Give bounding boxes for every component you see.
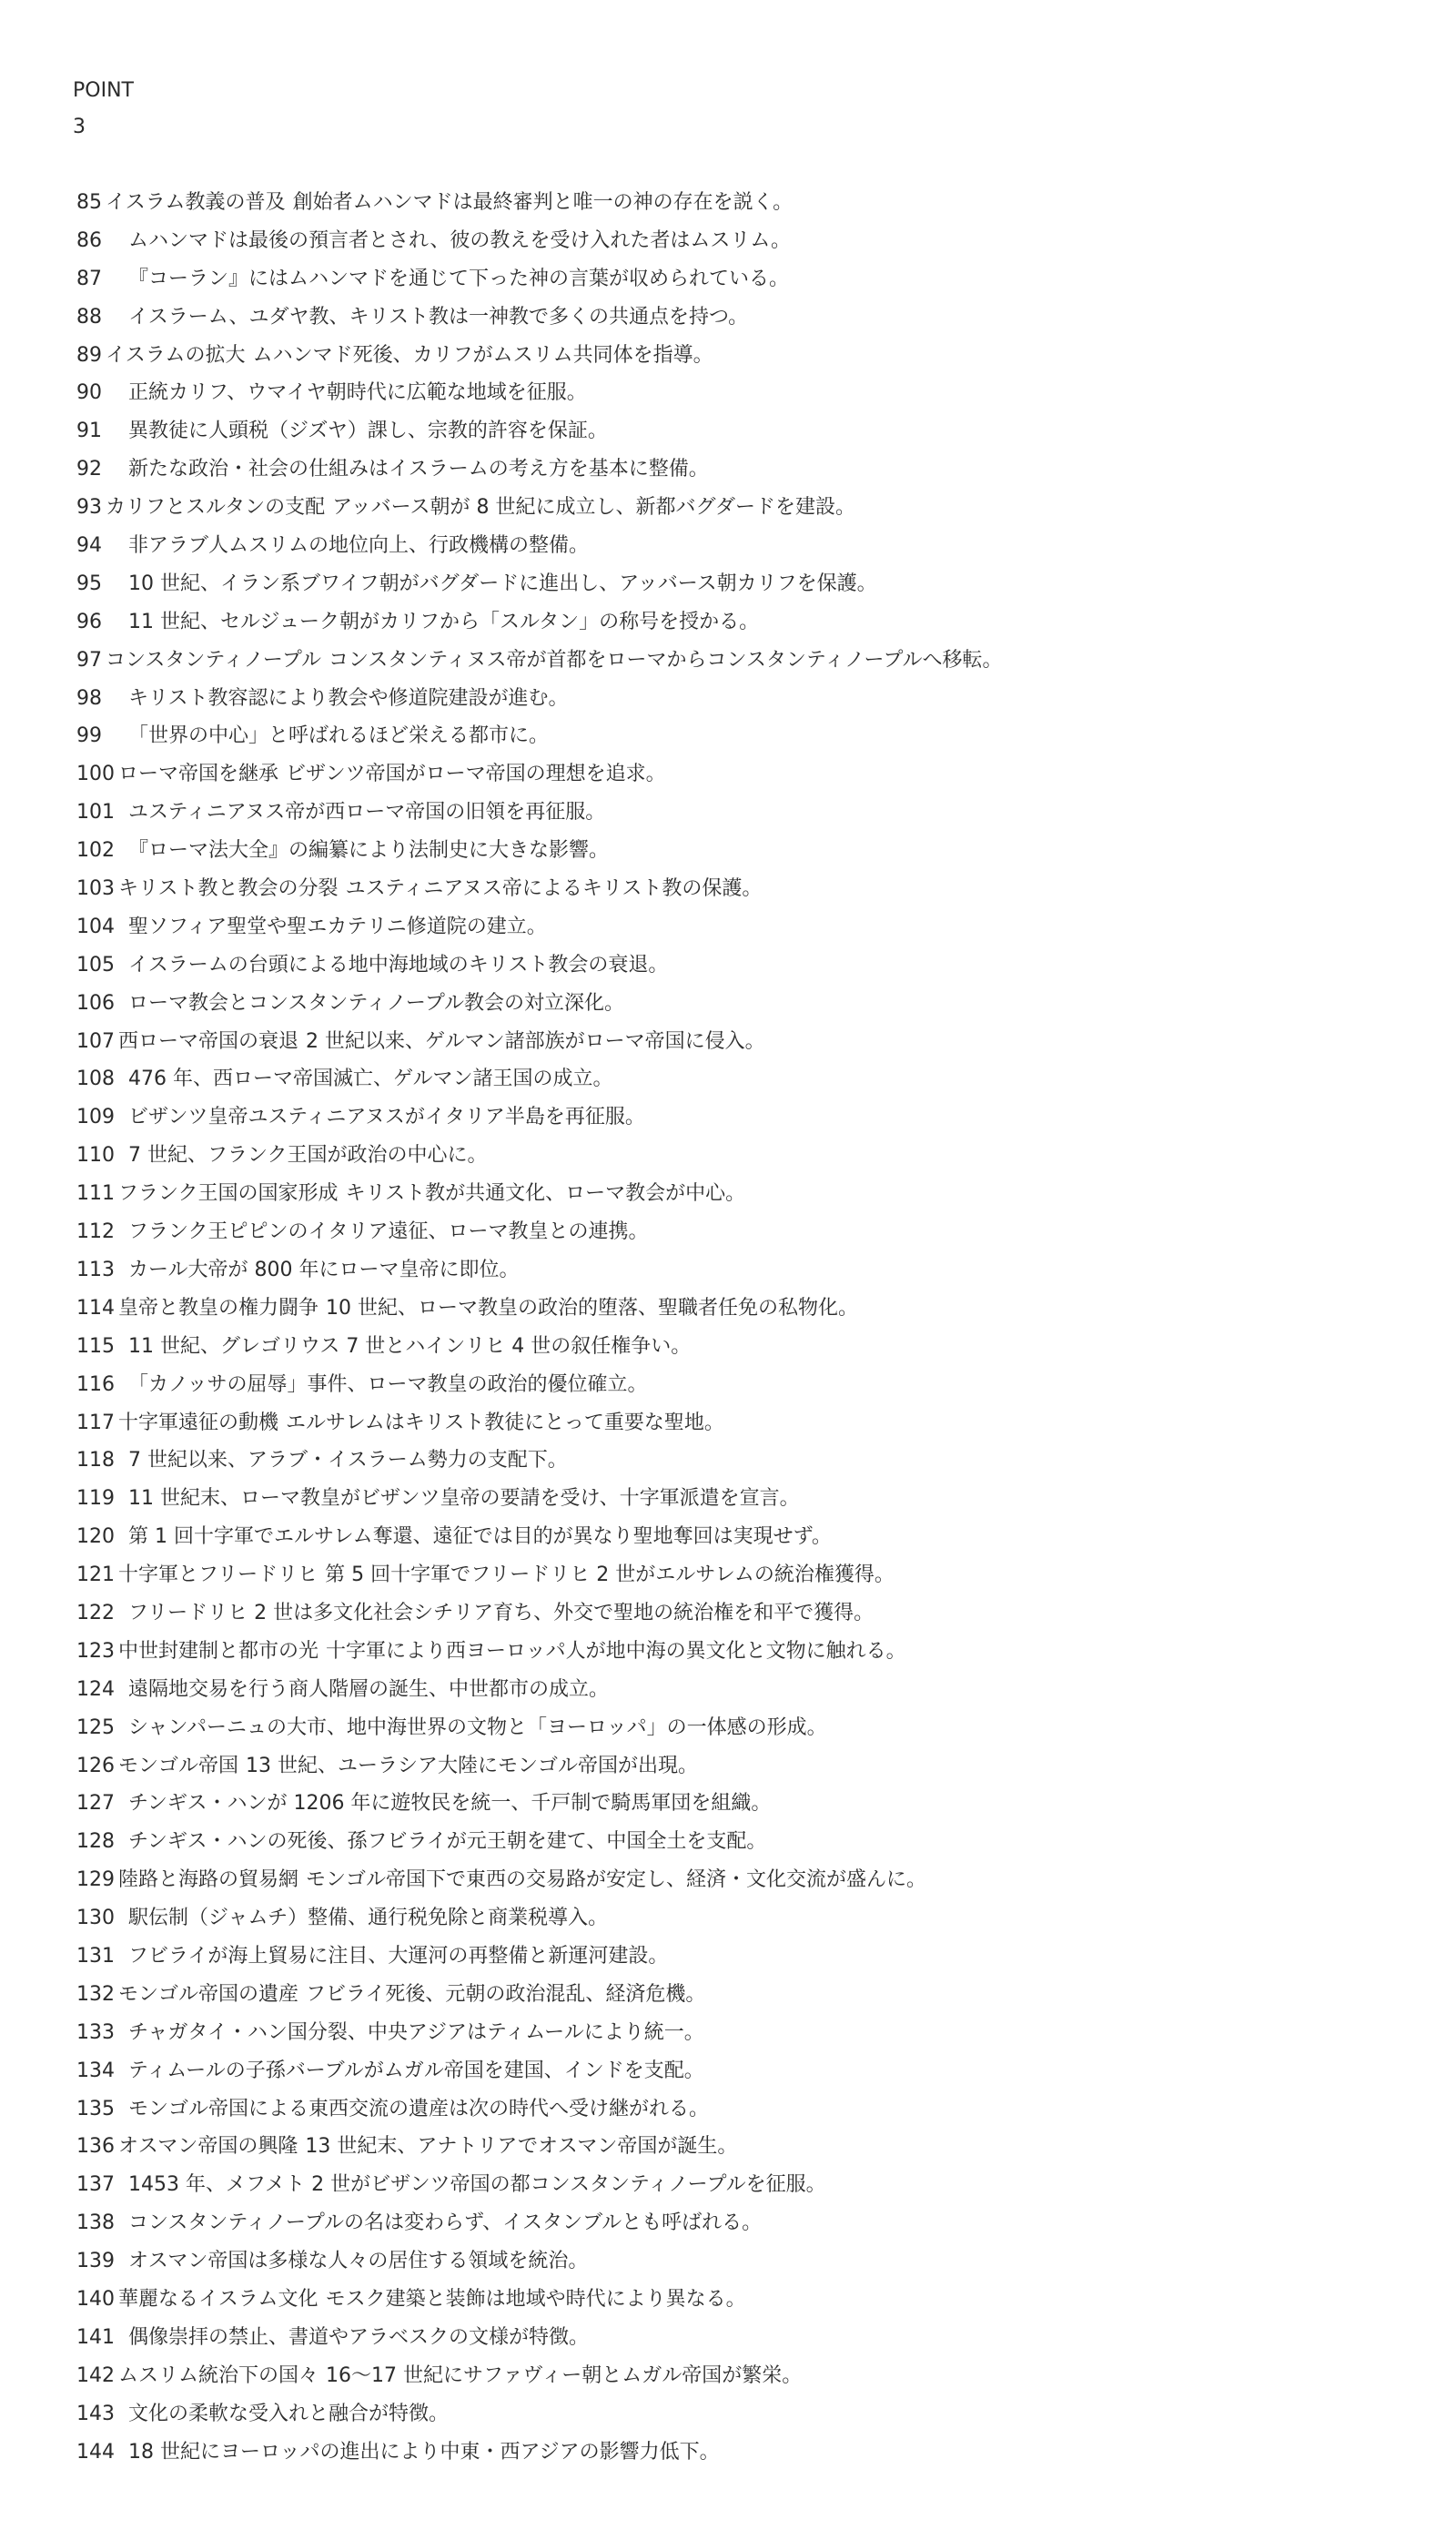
list-item	[76, 2090, 1423, 2129]
item-topic: モンゴル帝国の遺産	[118, 1982, 299, 2006]
item-text: 聖ソフィア聖堂や聖エカテリニ修道院の建立。	[128, 915, 547, 938]
item-number: 96	[76, 610, 102, 633]
list-item	[76, 527, 1423, 565]
list-item	[76, 1290, 1423, 1328]
list-item	[76, 1175, 1423, 1213]
item-text: ムハンマドは最後の預言者とされ、彼の教えを受け入れた者はムスリム。	[128, 228, 791, 252]
item-text: 偶像崇拝の禁止、書道やアラベスクの文様が特徴。	[128, 2325, 590, 2349]
item-number: 98	[76, 686, 102, 710]
item-number: 90	[76, 381, 102, 405]
list-item	[76, 2281, 1423, 2319]
item-topic: 華麗なるイスラム文化	[118, 2287, 318, 2311]
item-number: 99	[76, 724, 102, 748]
list-item	[76, 2242, 1423, 2281]
item-number: 87	[76, 267, 102, 290]
item-number: 101	[76, 801, 115, 825]
list-item	[76, 603, 1423, 642]
item-text: 非アラブ人ムスリムの地位向上、行政機構の整備。	[128, 534, 590, 558]
item-text: コンスタンティノープルの名は変わらず、イスタンブルとも呼ばれる。	[128, 2211, 763, 2235]
item-text: 16〜17 世紀にサファヴィー朝とムガル帝国が繁栄。	[326, 2363, 803, 2387]
item-text: 『コーラン』にはムハンマドを通じて下った神の言葉が収められている。	[128, 267, 790, 290]
item-topic: ローマ帝国を継承	[118, 763, 279, 786]
item-number: 95	[76, 572, 102, 595]
item-number: 85	[76, 191, 102, 214]
list-item	[76, 1518, 1423, 1556]
item-text: 10 世紀、イラン系ブワイフ朝がバグダードに進出し、アッバース朝カリフを保護。	[128, 572, 877, 595]
item-text: 18 世紀にヨーロッパの進出により中東・西アジアの影響力低下。	[128, 2440, 720, 2464]
list-item	[76, 1594, 1423, 1633]
item-number: 121	[76, 1563, 115, 1587]
list-item	[76, 1404, 1423, 1442]
item-number: 142	[76, 2363, 115, 2387]
item-number: 132	[76, 1982, 115, 2006]
list-item	[76, 1938, 1423, 1976]
list-item	[76, 1137, 1423, 1175]
item-number: 138	[76, 2211, 115, 2235]
item-text: 異教徒に人頭税（ジズヤ）課し、宗教的許容を保証。	[128, 420, 608, 443]
list-item	[76, 374, 1423, 412]
item-number: 137	[76, 2173, 115, 2197]
list-item	[76, 565, 1423, 603]
list-item	[76, 1480, 1423, 1518]
list-item	[76, 1785, 1423, 1823]
list-item	[76, 1671, 1423, 1709]
item-number: 126	[76, 1754, 115, 1777]
item-text: ユスティニアヌス帝が西ローマ帝国の旧領を再征服。	[128, 801, 606, 825]
item-number: 109	[76, 1106, 115, 1129]
item-number: 103	[76, 877, 115, 901]
item-number: 94	[76, 534, 102, 558]
item-number: 136	[76, 2135, 115, 2159]
item-text: 7 世紀、フランク王国が政治の中心に。	[128, 1144, 488, 1168]
item-number: 129	[76, 1868, 115, 1892]
item-topic: モンゴル帝国	[118, 1754, 239, 1777]
item-number: 135	[76, 2097, 115, 2120]
item-text: エルサレムはキリスト教徒にとって重要な聖地。	[286, 1411, 724, 1434]
item-topic: カリフとスルタンの支配	[106, 496, 326, 520]
list-item	[76, 1213, 1423, 1251]
list-item	[76, 489, 1423, 527]
item-text: 第 5 回十字軍でフリードリヒ 2 世がエルサレムの統治権獲得。	[325, 1563, 895, 1587]
list-item	[76, 2014, 1423, 2052]
item-number: 130	[76, 1907, 115, 1930]
list-item	[76, 2434, 1423, 2472]
item-text: ムハンマド死後、カリフがムスリム共同体を指導。	[252, 343, 713, 367]
item-number: 106	[76, 991, 115, 1015]
item-number: 119	[76, 1487, 115, 1511]
item-text: シャンパーニュの大市、地中海世界の文物と「ヨーロッパ」の一体感の形成。	[128, 1715, 827, 1739]
item-list	[76, 184, 1423, 2471]
item-number: 112	[76, 1220, 115, 1244]
point-number: 3	[73, 116, 86, 138]
list-item	[76, 2395, 1423, 2434]
list-item	[76, 794, 1423, 832]
list-item	[76, 2357, 1423, 2395]
list-item	[76, 832, 1423, 870]
list-item	[76, 946, 1423, 985]
item-number: 133	[76, 2020, 115, 2044]
item-number: 105	[76, 953, 115, 977]
point-label: POINT	[73, 79, 134, 102]
list-item	[76, 299, 1423, 337]
item-topic: 十字軍とフリードリヒ	[118, 1563, 318, 1587]
item-text: カール大帝が 800 年にローマ皇帝に即位。	[128, 1258, 520, 1281]
list-item	[76, 680, 1423, 718]
item-topic: 中世封建制と都市の光	[118, 1639, 319, 1663]
list-item	[76, 1823, 1423, 1861]
list-item	[76, 1633, 1423, 1671]
item-text: 13 世紀末、アナトリアでオスマン帝国が誕生。	[305, 2135, 738, 2159]
item-text: チンギス・ハンが 1206 年に遊牧民を統一、千戸制で騎馬軍団を組織。	[128, 1792, 772, 1816]
item-topic: コンスタンティノープル	[106, 648, 321, 672]
item-number: 144	[76, 2440, 115, 2464]
item-topic: イスラムの拡大	[106, 343, 246, 367]
list-item	[76, 1899, 1423, 1938]
item-text: 11 世紀、グレゴリウス 7 世とハインリヒ 4 世の叙任権争い。	[128, 1334, 692, 1358]
item-number: 97	[76, 648, 102, 672]
item-text: チャガタイ・ハン国分裂、中央アジアはティムールにより統一。	[128, 2020, 704, 2044]
item-text: 10 世紀、ローマ教皇の政治的堕落、聖職者任免の私物化。	[326, 1296, 859, 1320]
item-text: イスラームの台頭による地中海地域のキリスト教会の衰退。	[128, 953, 669, 977]
item-text: 遠隔地交易を行う商人階層の誕生、中世都市の成立。	[128, 1677, 610, 1701]
item-number: 125	[76, 1715, 115, 1739]
item-number: 93	[76, 496, 102, 520]
item-text: オスマン帝国は多様な人々の居住する領域を統治。	[128, 2250, 589, 2273]
list-item	[76, 222, 1423, 260]
list-item	[76, 412, 1423, 450]
item-number: 131	[76, 1944, 115, 1968]
item-number: 123	[76, 1639, 115, 1663]
item-topic: イスラム教義の普及	[106, 191, 286, 214]
item-text: 「カノッサの屈辱」事件、ローマ教皇の政治的優位確立。	[128, 1372, 648, 1396]
item-text: 創始者ムハンマドは最終審判と唯一の神の存在を説く。	[292, 191, 794, 214]
item-number: 91	[76, 420, 102, 443]
item-text: 「世界の中心」と呼ばれるほど栄える都市に。	[128, 724, 550, 748]
list-item	[76, 908, 1423, 946]
item-text: 新たな政治・社会の仕組みはイスラームの考え方を基本に整備。	[128, 458, 709, 481]
item-number: 140	[76, 2287, 115, 2311]
item-number: 86	[76, 228, 102, 252]
list-item	[76, 1556, 1423, 1594]
item-number: 113	[76, 1258, 115, 1281]
list-item	[76, 260, 1423, 299]
item-text: キリスト教容認により教会や修道院建設が進む。	[128, 686, 569, 710]
item-text: 第 1 回十字軍でエルサレム奪還、遠征では目的が異なり聖地奪回は実現せず。	[128, 1525, 832, 1549]
item-number: 100	[76, 763, 115, 786]
item-number: 115	[76, 1334, 115, 1358]
list-item	[76, 1861, 1423, 1899]
item-text: フビライ死後、元朝の政治混乱、経済危機。	[306, 1982, 706, 2006]
item-number: 118	[76, 1449, 115, 1472]
list-item	[76, 2128, 1423, 2166]
item-topic: オスマン帝国の興隆	[118, 2135, 298, 2159]
item-text: ビザンツ帝国がローマ帝国の理想を追求。	[286, 763, 666, 786]
list-item	[76, 717, 1423, 755]
item-text: 11 世紀、セルジューク朝がカリフから「スルタン」の称号を授かる。	[128, 610, 760, 633]
item-text: ローマ教会とコンスタンティノープル教会の対立深化。	[128, 991, 624, 1015]
item-number: 104	[76, 915, 115, 938]
list-item	[76, 1060, 1423, 1098]
item-text: 1453 年、メフメト 2 世がビザンツ帝国の都コンスタンティノープルを征服。	[128, 2173, 826, 2197]
item-text: モスク建築と装飾は地域や時代により異なる。	[325, 2287, 746, 2311]
item-text: キリスト教が共通文化、ローマ教会が中心。	[345, 1182, 746, 1206]
item-text: 正統カリフ、ウマイヤ朝時代に広範な地域を征服。	[128, 381, 587, 405]
item-number: 107	[76, 1029, 115, 1053]
list-item	[76, 1976, 1423, 2014]
item-topic: 皇帝と教皇の権力闘争	[118, 1296, 319, 1320]
item-text: フビライが海上貿易に注目、大運河の再整備と新運河建設。	[128, 1944, 669, 1968]
item-number: 114	[76, 1296, 115, 1320]
list-item	[76, 1442, 1423, 1480]
list-item	[76, 184, 1423, 222]
list-item	[76, 1098, 1423, 1137]
item-text: フランク王ピピンのイタリア遠征、ローマ教皇との連携。	[128, 1220, 649, 1244]
item-number: 102	[76, 839, 115, 863]
list-item	[76, 450, 1423, 489]
item-text: ビザンツ皇帝ユスティニアヌスがイタリア半島を再征服。	[128, 1106, 645, 1129]
list-item	[76, 2319, 1423, 2357]
item-number: 139	[76, 2250, 115, 2273]
item-text: 2 世紀以来、ゲルマン諸部族がローマ帝国に侵入。	[306, 1029, 765, 1053]
item-topic: フランク王国の国家形成	[118, 1182, 339, 1206]
list-item	[76, 2052, 1423, 2090]
item-number: 120	[76, 1525, 115, 1549]
item-text: フリードリヒ 2 世は多文化社会シチリア育ち、外交で聖地の統治権を和平で獲得。	[128, 1601, 875, 1624]
item-number: 117	[76, 1411, 115, 1434]
list-item	[76, 1747, 1423, 1786]
item-number: 127	[76, 1792, 115, 1816]
item-text: 476 年、西ローマ帝国滅亡、ゲルマン諸王国の成立。	[128, 1068, 613, 1091]
item-topic: キリスト教と教会の分裂	[118, 877, 339, 901]
item-number: 92	[76, 458, 102, 481]
item-number: 108	[76, 1068, 115, 1091]
item-text: イスラーム、ユダヤ教、キリスト教は一神教で多くの共通点を持つ。	[128, 305, 749, 329]
item-text: 7 世紀以来、アラブ・イスラーム勢力の支配下。	[128, 1449, 568, 1472]
item-number: 134	[76, 2059, 115, 2082]
item-text: 文化の柔軟な受入れと融合が特徴。	[128, 2402, 450, 2425]
list-item	[76, 1709, 1423, 1747]
item-topic: 陸路と海路の貿易網	[118, 1868, 299, 1892]
item-text: モンゴル帝国下で東西の交易路が安定し、経済・文化交流が盛んに。	[306, 1868, 927, 1892]
list-item	[76, 1366, 1423, 1404]
list-item	[76, 985, 1423, 1023]
point-header	[73, 73, 134, 146]
item-text: コンスタンティヌス帝が首都をローマからコンスタンティノープルへ移転。	[328, 648, 1003, 672]
item-text: モンゴル帝国による東西交流の遺産は次の時代へ受け継がれる。	[128, 2097, 710, 2120]
list-item	[76, 870, 1423, 908]
item-topic: ムスリム統治下の国々	[118, 2363, 319, 2387]
list-item	[76, 2204, 1423, 2242]
item-text: ティムールの子孫バーブルがムガル帝国を建国、インドを支配。	[128, 2059, 704, 2082]
item-text: 13 世紀、ユーラシア大陸にモンゴル帝国が出現。	[246, 1754, 699, 1777]
list-item	[76, 755, 1423, 794]
list-item	[76, 642, 1423, 680]
list-item	[76, 1328, 1423, 1366]
list-item	[76, 2166, 1423, 2204]
item-number: 111	[76, 1182, 115, 1206]
item-number: 122	[76, 1601, 115, 1624]
item-text: 駅伝制（ジャムチ）整備、通行税免除と商業税導入。	[128, 1907, 609, 1930]
item-number: 116	[76, 1372, 115, 1396]
item-number: 88	[76, 305, 102, 329]
list-item	[76, 337, 1423, 375]
item-text: ユスティニアヌス帝によるキリスト教の保護。	[345, 877, 763, 901]
list-item	[76, 1251, 1423, 1290]
item-text: 11 世紀末、ローマ教皇がビザンツ皇帝の要請を受け、十字軍派遣を宣言。	[128, 1487, 800, 1511]
item-text: アッバース朝が 8 世紀に成立し、新都バグダードを建設。	[332, 496, 856, 520]
item-number: 89	[76, 343, 102, 367]
item-number: 110	[76, 1144, 115, 1168]
item-text: 『ローマ法大全』の編纂により法制史に大きな影響。	[128, 839, 610, 863]
item-number: 124	[76, 1677, 115, 1701]
item-number: 128	[76, 1830, 115, 1854]
item-text: チンギス・ハンの死後、孫フビライが元王朝を建て、中国全土を支配。	[128, 1830, 767, 1854]
item-number: 143	[76, 2402, 115, 2425]
item-number: 141	[76, 2325, 115, 2349]
item-topic: 十字軍遠征の動機	[118, 1411, 279, 1434]
item-text: 十字軍により西ヨーロッパ人が地中海の異文化と文物に触れる。	[326, 1639, 906, 1663]
list-item	[76, 1023, 1423, 1061]
item-topic: 西ローマ帝国の衰退	[118, 1029, 299, 1053]
